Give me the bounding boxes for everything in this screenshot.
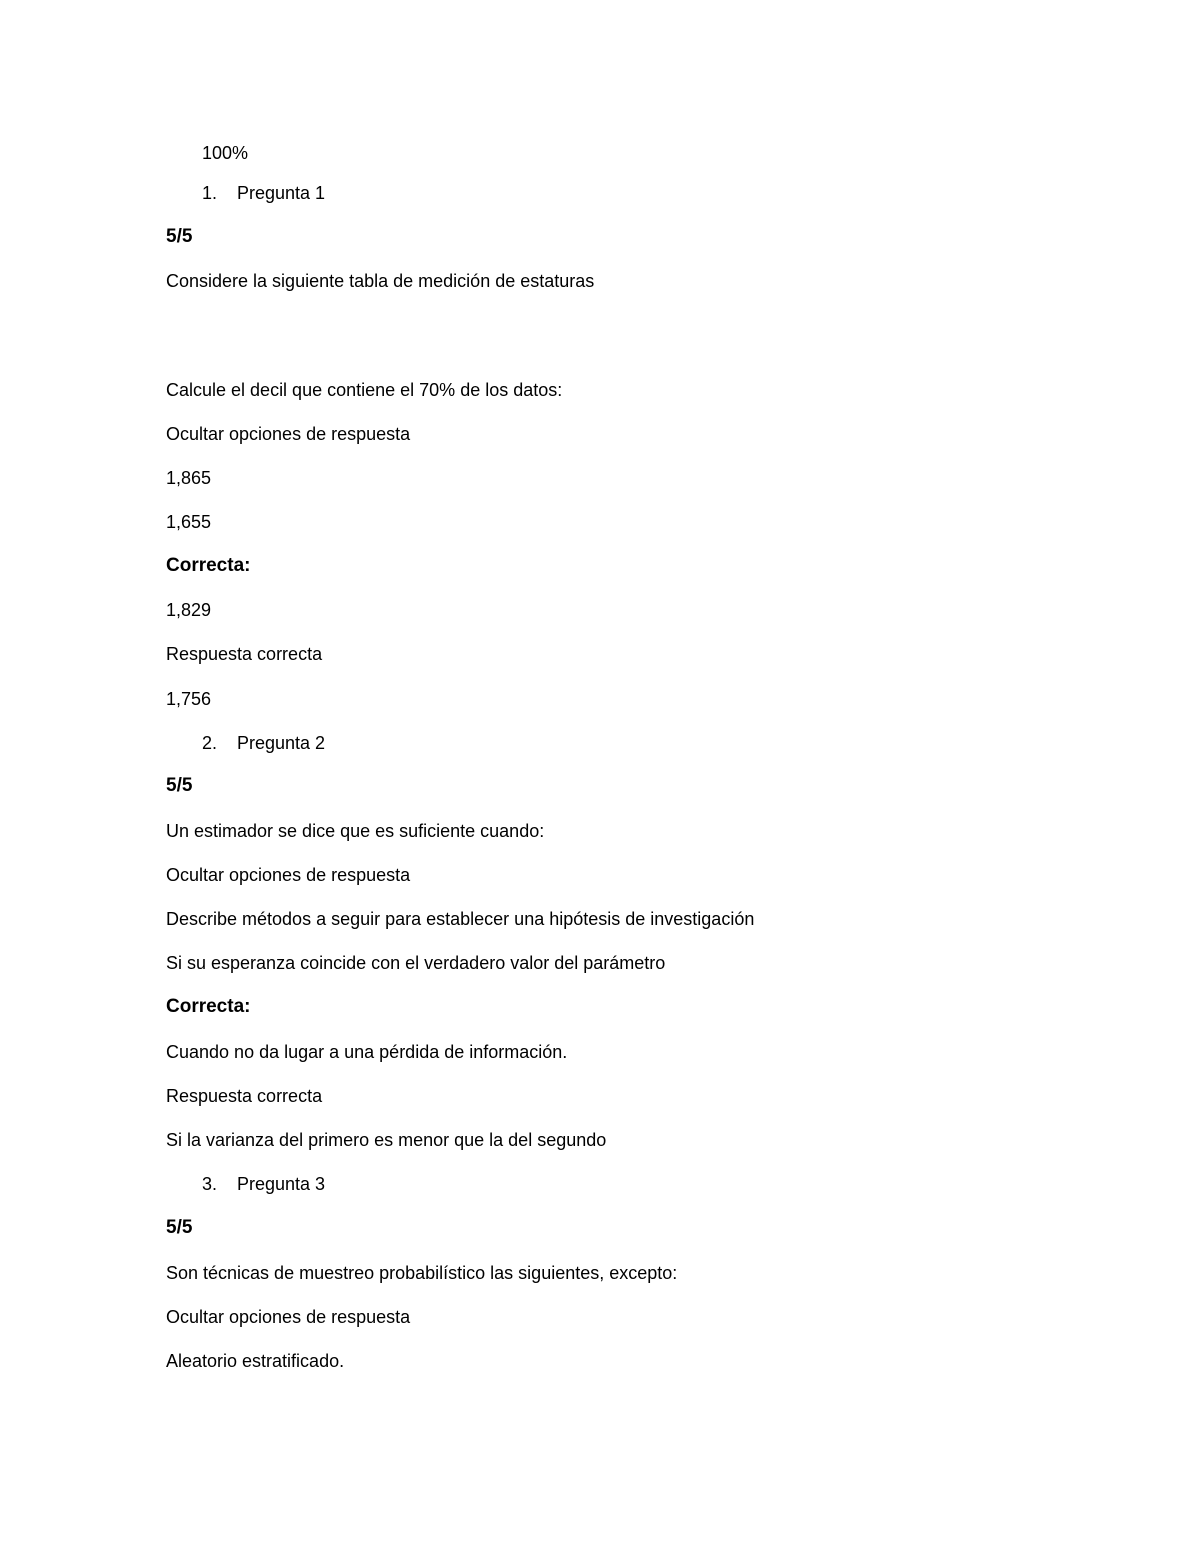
answer-option: 1,865 <box>166 468 212 488</box>
question-number: 2. <box>202 733 218 753</box>
hide-options-link[interactable]: Ocultar opciones de respuesta <box>166 424 411 444</box>
score-percent: 100% <box>202 143 249 163</box>
correct-note: Respuesta correcta <box>166 644 323 664</box>
correct-label: Correcta: <box>166 996 251 1017</box>
question-title: Pregunta 1 <box>237 183 326 203</box>
question-prompt: Un estimador se dice que es suficiente cuando: <box>166 821 545 841</box>
question-heading <box>202 182 325 204</box>
question-prompt: Considere la siguiente tabla de medición de estaturas <box>166 271 595 291</box>
answer-option: Aleatorio estratificado. <box>166 1351 345 1371</box>
correct-answer: Cuando no da lugar a una pérdida de información. <box>166 1042 568 1062</box>
question-title: Pregunta 3 <box>237 1174 326 1194</box>
question-number: 3. <box>202 1174 218 1194</box>
question-score: 5/5 <box>166 775 193 796</box>
question-number: 1. <box>202 183 218 203</box>
question-prompt-2: Calcule el decil que contiene el 70% de los datos: <box>166 380 563 400</box>
hide-options-link[interactable]: Ocultar opciones de respuesta <box>166 865 411 885</box>
answer-option: 1,655 <box>166 512 212 532</box>
correct-note: Respuesta correcta <box>166 1086 323 1106</box>
question-title: Pregunta 2 <box>237 733 326 753</box>
correct-answer: 1,829 <box>166 600 212 620</box>
question-heading <box>202 1173 325 1195</box>
answer-option: 1,756 <box>166 689 212 709</box>
question-score: 5/5 <box>166 1217 193 1238</box>
question-score: 5/5 <box>166 226 193 247</box>
question-heading <box>202 732 325 754</box>
correct-label: Correcta: <box>166 555 251 576</box>
hide-options-link[interactable]: Ocultar opciones de respuesta <box>166 1307 411 1327</box>
answer-option: Describe métodos a seguir para establecer una hipótesis de investigación <box>166 909 755 929</box>
answer-option: Si la varianza del primero es menor que la del segundo <box>166 1130 607 1150</box>
answer-option: Si su esperanza coincide con el verdadero valor del parámetro <box>166 953 666 973</box>
question-prompt: Son técnicas de muestreo probabilístico las siguientes, excepto: <box>166 1263 678 1283</box>
